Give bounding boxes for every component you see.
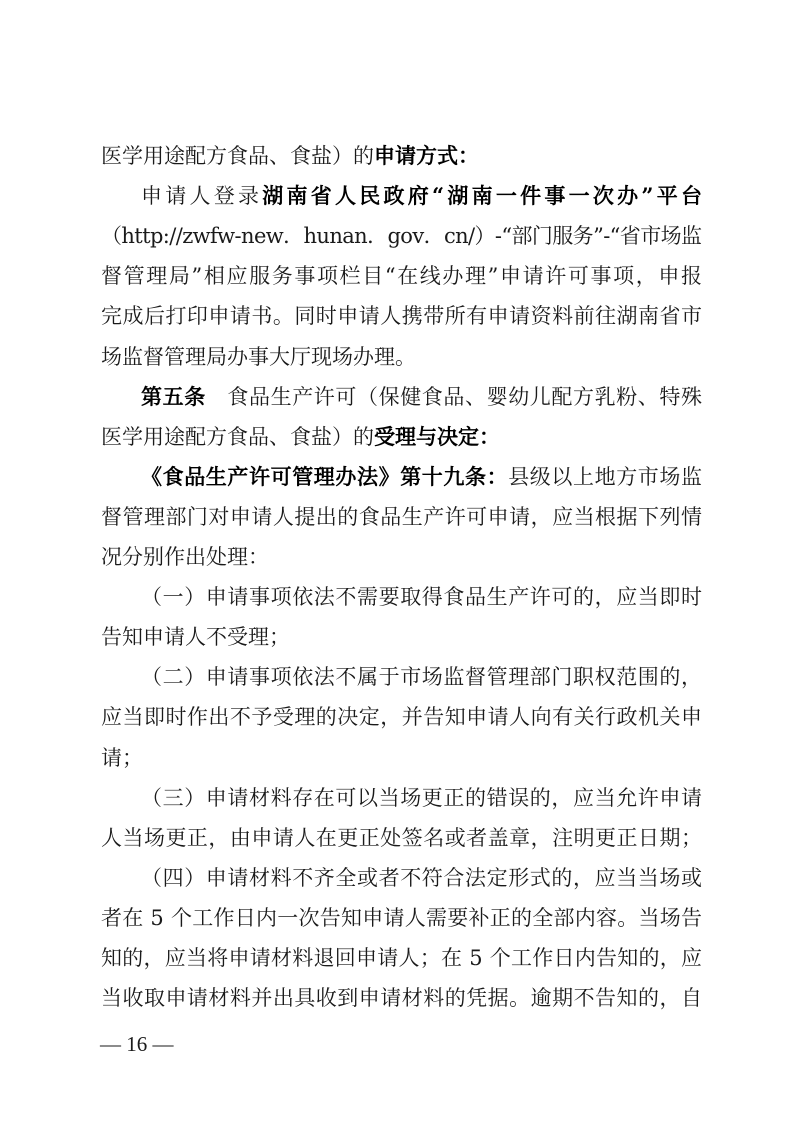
text: 场监督管理局办事大厅现场办理。 xyxy=(101,344,416,369)
text-line-content xyxy=(141,462,703,492)
text-line-content xyxy=(101,743,143,773)
text: （四）申请材料不齐全或者不符合法定形式的，应当当场或 xyxy=(141,865,703,890)
text-line-content xyxy=(101,301,702,331)
text-line xyxy=(101,181,706,211)
text-line xyxy=(101,221,702,251)
text-line-content xyxy=(101,261,704,291)
text: 人当场更正，由申请人在更正处签名或者盖章，注明更正日期； xyxy=(101,825,703,850)
text-line-content xyxy=(141,582,703,612)
text-line xyxy=(101,863,702,893)
text-line-content xyxy=(101,342,416,372)
text: 知的，应当将申请材料退回申请人；在 5 个工作日内告知的，应 xyxy=(101,946,703,970)
text-line xyxy=(101,502,702,532)
text-line xyxy=(101,462,702,492)
text-line xyxy=(101,823,702,853)
text-line xyxy=(101,903,702,933)
bold-text: 申请方式： xyxy=(374,143,479,168)
text-line-content xyxy=(141,181,705,211)
bold-text: 第五条 xyxy=(141,383,206,409)
text: 当收取申请材料并出具收到申请材料的凭据。逾期不告知的，自 xyxy=(101,986,703,1011)
text: 申请人登录 xyxy=(141,184,263,209)
text-line xyxy=(101,301,702,331)
text: 请； xyxy=(101,745,143,770)
text-line-content xyxy=(141,662,703,692)
text-line-content xyxy=(101,221,701,251)
page-number: — 16 — xyxy=(100,1032,174,1056)
text-line xyxy=(101,422,702,452)
text-line xyxy=(101,943,702,973)
text: 者在 5 个工作日内一次告知申请人需要补正的全部内容。当场告 xyxy=(101,905,703,930)
text-line xyxy=(101,702,702,732)
text-line-content xyxy=(101,542,269,572)
text-line xyxy=(101,382,702,412)
text-line-content xyxy=(101,943,702,973)
text-line-content xyxy=(101,422,500,452)
text-line-content xyxy=(101,903,702,933)
text-line-content xyxy=(101,622,290,652)
text-line xyxy=(101,622,702,652)
bold-text: 《食品生产许可管理办法》第十九条： xyxy=(141,463,509,489)
text-line-content xyxy=(141,863,703,893)
text: （一）申请事项依法不需要取得食品生产许可的，应当即时 xyxy=(141,585,703,610)
text-line xyxy=(101,743,702,773)
text-line xyxy=(101,261,702,291)
text-line-content xyxy=(101,141,479,171)
text-line-content xyxy=(101,702,702,732)
text-line xyxy=(101,783,702,813)
text-line xyxy=(101,662,702,692)
text-line-content xyxy=(101,823,702,853)
text: 医学用途配方食品、食盐）的 xyxy=(101,424,374,449)
text: 督管理部门对申请人提出的食品生产许可申请，应当根据下列情 xyxy=(101,504,703,529)
text: （二）申请事项依法不属于市场监督管理部门职权范围的， xyxy=(141,665,703,690)
text: （http://zwfw-new．hunan．gov．cn/）-“部门服务”-“省市场监 xyxy=(101,224,702,249)
text: （三）申请材料存在可以当场更正的错误的，应当允许申请 xyxy=(141,785,703,810)
text-line-content xyxy=(141,783,703,813)
text-line-content xyxy=(101,502,702,532)
text-line xyxy=(101,983,702,1013)
text: 县级以上地方市场监 xyxy=(508,464,703,489)
text-line-content xyxy=(101,983,702,1013)
bold-text: 湖南省人民政府“湖南一件事一次办”平台 xyxy=(262,183,706,209)
text: 应当即时作出不予受理的决定，并告知申请人向有关行政机关申 xyxy=(101,705,703,730)
text: 况分别作出处理： xyxy=(101,545,269,569)
text: 告知申请人不受理； xyxy=(101,625,290,650)
text-line-content xyxy=(141,382,703,412)
bold-text: 受理与决定： xyxy=(374,423,500,449)
text: 完成后打印申请书。同时申请人携带所有申请资料前往湖南省市 xyxy=(101,304,703,329)
text-line xyxy=(101,342,702,372)
text-line xyxy=(101,542,702,572)
text-line xyxy=(101,141,702,171)
text-line xyxy=(101,582,702,612)
text: 督管理局”相应服务事项栏目“在线办理”申请许可事项，申报 xyxy=(101,264,704,289)
text: 食品生产许可（保健食品、婴幼儿配方乳粉、特殊 xyxy=(205,384,703,409)
text: 医学用途配方食品、食盐）的 xyxy=(101,144,374,168)
